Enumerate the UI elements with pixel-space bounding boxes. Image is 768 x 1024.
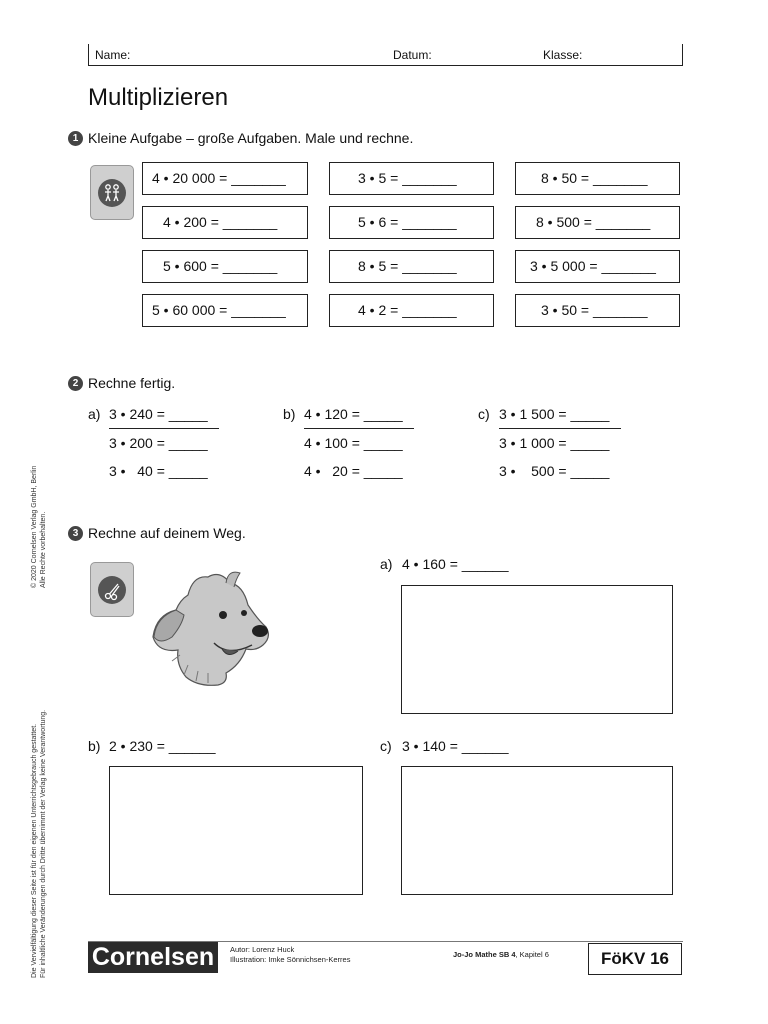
group-label-a: a) xyxy=(88,406,101,422)
dog-illustration xyxy=(148,565,273,690)
scissors-icon xyxy=(90,562,134,617)
task-box[interactable]: 4 • 20 000 = _______ xyxy=(142,162,308,195)
section3-instruction: Rechne auf deinem Weg. xyxy=(88,525,246,541)
page-title: Multiplizieren xyxy=(88,84,229,111)
task-box[interactable]: 8 • 500 = _______ xyxy=(515,206,680,239)
calc-line[interactable]: 4 • 100 = _____ xyxy=(304,435,403,451)
task-box[interactable]: 5 • 6 = _______ xyxy=(329,206,494,239)
work-box-b[interactable] xyxy=(109,766,363,895)
header-fields xyxy=(88,44,683,66)
task-b[interactable]: 2 • 230 = ______ xyxy=(109,738,216,754)
task-box[interactable]: 8 • 50 = _______ xyxy=(515,162,680,195)
task-box[interactable]: 3 • 5 = _______ xyxy=(329,162,494,195)
section2-instruction: Rechne fertig. xyxy=(88,375,176,391)
task-box[interactable]: 8 • 5 = _______ xyxy=(329,250,494,283)
footer-illustration: Illustration: Imke Sönnichsen-Kerres xyxy=(230,955,351,964)
task-box[interactable]: 5 • 600 = _______ xyxy=(142,250,308,283)
work-box-c[interactable] xyxy=(401,766,673,895)
task-label-b: b) xyxy=(88,738,101,754)
task-box[interactable]: 3 • 5 000 = _______ xyxy=(515,250,680,283)
calc-line[interactable]: 3 • 1 000 = _____ xyxy=(499,435,610,451)
footer-book: Jo-Jo Mathe SB 4, Kapitel 6 xyxy=(453,950,549,959)
work-box-a[interactable] xyxy=(401,585,673,714)
section1-number: 1 xyxy=(68,131,83,146)
task-c[interactable]: 3 • 140 = ______ xyxy=(402,738,509,754)
task-box[interactable]: 3 • 50 = _______ xyxy=(515,294,680,327)
usage-note: Die Vervielfältigung dieser Seite ist für den eigenen Unterrichtsgebrauch gestattet. Für inhaltliche Veränderungen durch Dritte übernimmt der Verlag keine Verantwortung. xyxy=(31,709,47,978)
calc-line[interactable]: 3 • 1 500 = _____ xyxy=(499,406,610,422)
calc-line[interactable]: 3 • 40 = _____ xyxy=(109,463,208,479)
section2-number: 2 xyxy=(68,376,83,391)
worksheet-code: FöKV 16 xyxy=(588,943,682,975)
section1-heading xyxy=(68,130,413,146)
task-box[interactable]: 4 • 2 = _______ xyxy=(329,294,494,327)
calc-line[interactable]: 3 • 240 = _____ xyxy=(109,406,208,422)
footer-author: Autor: Lorenz Huck xyxy=(230,945,295,954)
divider xyxy=(109,428,219,429)
class-label: Klasse: xyxy=(543,48,583,62)
task-label-a: a) xyxy=(380,556,393,572)
section2-heading xyxy=(68,375,175,391)
task-box[interactable]: 4 • 200 = _______ xyxy=(142,206,308,239)
calc-line[interactable]: 3 • 200 = _____ xyxy=(109,435,208,451)
section3-number: 3 xyxy=(68,526,83,541)
group-label-b: b) xyxy=(283,406,296,422)
divider xyxy=(499,428,621,429)
name-label: Name: xyxy=(95,48,131,62)
cornelsen-logo: Cornelsen xyxy=(88,942,218,973)
group-label-c: c) xyxy=(478,406,490,422)
copyright-note: © 2020 Cornelsen Verlag GmbH, Berlin Alle Rechte vorbehalten. xyxy=(31,465,47,588)
section1-instruction: Kleine Aufgabe – große Aufgaben. Male und rechne. xyxy=(88,130,414,146)
task-box[interactable]: 5 • 60 000 = _______ xyxy=(142,294,308,327)
partner-work-icon xyxy=(90,165,134,220)
calc-line[interactable]: 4 • 20 = _____ xyxy=(304,463,403,479)
task-a[interactable]: 4 • 160 = ______ xyxy=(402,556,509,572)
divider xyxy=(304,428,414,429)
task-label-c: c) xyxy=(380,738,392,754)
section3-heading xyxy=(68,525,246,541)
calc-line[interactable]: 3 • 500 = _____ xyxy=(499,463,610,479)
calc-line[interactable]: 4 • 120 = _____ xyxy=(304,406,403,422)
date-label: Datum: xyxy=(393,48,432,62)
